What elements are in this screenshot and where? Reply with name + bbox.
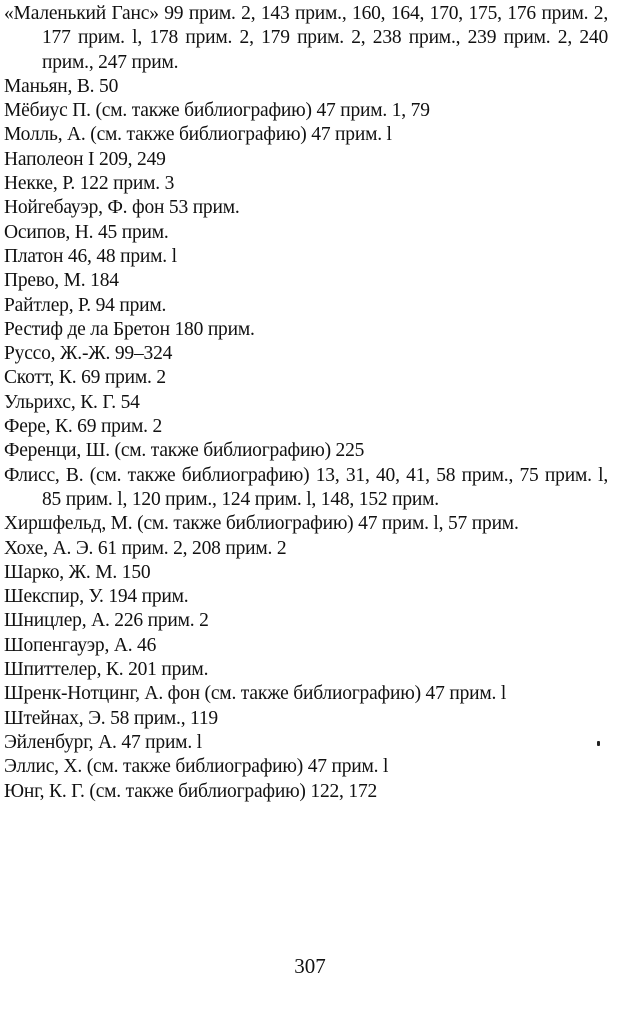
index-entry: Шницлер, А. 226 прим. 2 xyxy=(4,610,209,632)
index-entry: Штейнах, Э. 58 прим., 119 xyxy=(4,707,218,729)
index-entry: Рестиф де ла Бретон 180 прим. xyxy=(4,318,255,340)
index-entry: Шекспир, У. 194 прим. xyxy=(4,586,189,608)
index-entry: Шопенгауэр, А. 46 xyxy=(4,634,157,656)
index-entry: Скотт, К. 69 прим. 2 xyxy=(4,367,166,389)
index-entry: Эйленбург, А. 47 прим. l xyxy=(4,731,202,753)
index-entry: Шарко, Ж. М. 150 xyxy=(4,561,151,583)
index-entry: Мёбиус П. (см. также библиографию) 47 прим. 1, 79 xyxy=(4,100,430,122)
index-entry: Хохе, А. Э. 61 прим. 2, 208 прим. 2 xyxy=(4,537,287,559)
scan-speck xyxy=(597,741,600,746)
index-entry: Руссо, Ж.-Ж. 99–324 xyxy=(4,343,173,365)
page-number: 307 xyxy=(294,954,326,978)
index-entry: Шпиттелер, К. 201 прим. xyxy=(4,659,209,681)
index-entry: Райтлер, Р. 94 прим. xyxy=(4,294,167,316)
index-entry: Маньян, В. 50 xyxy=(4,75,119,97)
index-entry: Некке, Р. 122 прим. 3 xyxy=(4,173,175,195)
index-entry: Наполеон I 209, 249 xyxy=(4,148,166,170)
index-entry: Юнг, К. Г. (см. также библиографию) 122, 172 xyxy=(4,780,378,802)
index-entry: Эллис, Х. (см. также библиографию) 47 прим. l xyxy=(4,756,389,778)
index-entry: Фере, К. 69 прим. 2 xyxy=(4,416,163,438)
name-index-list xyxy=(4,2,608,804)
index-entry: Хиршфельд, М. (см. также библиографию) 47 прим. l, 57 прим. xyxy=(4,513,519,535)
index-entry: Нойгебауэр, Ф. фон 53 прим. xyxy=(4,197,240,219)
index-entry: Ульрихс, К. Г. 54 xyxy=(4,391,140,413)
index-entry: Осипов, Н. 45 прим. xyxy=(4,221,169,243)
index-entry: Шренк-Нотцинг, А. фон (см. также библиографию) 47 прим. l xyxy=(4,683,507,705)
index-entry: Флисс, В. (см. также библиографию) 13, 31, 40, 41, 58 прим., 75 прим. l, 85 прим. l, 120 прим., 124 прим. l, 148, 152 прим. xyxy=(4,464,608,510)
index-entry: Прево, М. 184 xyxy=(4,270,119,292)
index-entry: Платон 46, 48 прим. l xyxy=(4,245,177,267)
index-entry: Ференци, Ш. (см. также библиографию) 225 xyxy=(4,440,365,462)
index-entry: «Маленький Ганс» 99 прим. 2, 143 прим., 160, 164, 170, 175, 176 прим. 2, 177 прим. l, 178 прим. 2, 179 прим. 2, 238 прим., 239 прим. 2, 240 прим., 247 прим. xyxy=(4,3,608,73)
index-entry: Молль, А. (см. также библиографию) 47 прим. l xyxy=(4,124,392,146)
